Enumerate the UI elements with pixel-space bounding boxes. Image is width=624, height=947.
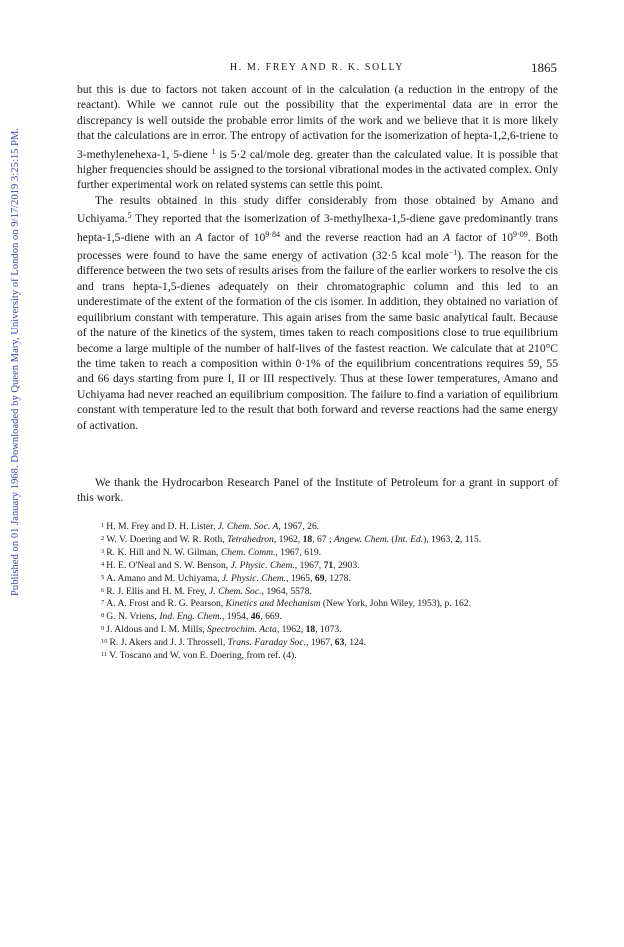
reference-text: A. Amano and M. Uchiyama,	[106, 572, 222, 584]
reference-number: 5	[101, 573, 105, 581]
reference-text: J. Aldous and I. M. Mills,	[106, 624, 207, 636]
text-run: factor of 10	[202, 230, 266, 244]
reference-text: R. J. Ellis and H. M. Frey,	[106, 585, 210, 597]
reference-text: ), 1963,	[423, 533, 456, 545]
reference-text: V. Toscano and W. von E. Doering, from ref. (4).	[109, 650, 297, 662]
reference-text: J. Physic. Chem.	[230, 559, 295, 571]
reference-item	[101, 636, 571, 649]
reference-text: J. Physic. Chem.	[221, 572, 287, 584]
reference-text: , 115.	[459, 533, 482, 545]
reference-item	[101, 572, 571, 585]
reference-number: 3	[101, 547, 105, 555]
exponent: 9·09	[513, 229, 528, 239]
download-watermark	[0, 0, 20, 947]
reference-text: , 1962,	[276, 624, 306, 636]
text-run: . Both processes were found to have the same energy of activation (32·5 kcal mole	[77, 230, 558, 263]
reference-text: , 1967, 619.	[275, 546, 322, 558]
text-run: They reported that the isomerization of 3-methylhexa-1,5-diene gave predominantly trans hepta-1,5-diene with an	[77, 212, 558, 244]
reference-number: 10	[101, 638, 108, 646]
reference-text: , 1962,	[273, 533, 303, 545]
reference-number: 8	[101, 612, 105, 620]
citation-5: 5	[127, 211, 132, 221]
exponent: −1	[448, 248, 458, 258]
reference-text: G. N. Vriens,	[106, 611, 160, 623]
reference-text: , 2903.	[333, 559, 360, 571]
reference-item	[101, 610, 571, 623]
reference-item	[101, 585, 571, 598]
a-factor-symbol: A	[443, 230, 451, 244]
reference-text: J. Chem. Soc. A	[217, 521, 279, 532]
reference-item	[101, 623, 571, 636]
reference-text: (	[389, 533, 395, 545]
reference-text: Kinetics and Mechanism	[225, 598, 321, 610]
reference-text: , 124.	[344, 637, 366, 649]
reference-item	[101, 520, 571, 533]
running-head: H. M. FREY AND R. K. SOLLY	[229, 62, 405, 73]
text-run: ). The reason for the difference between the two sets of results arises from the failure of the earlier workers to resolve the cis and trans hepta-1,5-dienes adequately on their chromatographic column and this led to an underestimate of the extent of the formation of the cis isomer. In addition, they obtained no variation of equilibrium constant with temperature. This again arises from the same basic analytical fault. Because of the nature of the kinetics of the system, times taken to reach compositions close to true equilibrium become a large multiple of the number of half-lives of the fastest reaction. We calculate that at 210°C the time taken to reach a composition within 0·1% of the equilibrium concentrations requires 59, 55 and 66 days starting from pure I, II or III respectively. Thus at these lower temperatures, Amano and Uchiyama had never reached an equilibrium composition. The failure to find a variation of equilibrium constant with temperature led to the result that both forward and reverse reactions had the same energy of activation.	[77, 249, 559, 432]
reference-text: Int. Ed.	[394, 533, 424, 545]
exponent: 9·84	[265, 229, 280, 239]
reference-text: 46	[250, 611, 261, 623]
reference-text: W. V. Doering and W. R. Roth,	[106, 533, 228, 545]
reference-text: Spectrochim. Acta	[207, 624, 277, 636]
reference-text: H. M. Frey and D. H. Lister,	[106, 521, 218, 532]
reference-text: J. Chem. Soc.	[209, 585, 262, 597]
reference-text: H. E. O'Neal and S. W. Benson,	[106, 559, 231, 571]
reference-item	[101, 597, 571, 610]
acknowledgement: We thank the Hydrocarbon Research Panel of the Institute of Petroleum for a grant in support of this work.	[77, 476, 558, 505]
reference-text: Tetrahedron	[227, 533, 274, 545]
reference-list	[101, 520, 571, 662]
text-run: and the reverse reaction had an	[280, 230, 444, 244]
reference-text: Ind. Eng. Chem.	[159, 611, 222, 623]
article-body	[77, 82, 558, 433]
citation-1: 1	[211, 146, 216, 156]
paragraph-2	[77, 193, 558, 433]
reference-number: 4	[101, 560, 105, 568]
reference-text: R. J. Akers and J. J. Throssell,	[109, 637, 228, 649]
reference-item	[101, 559, 571, 572]
text-run: is 5·2 cal/mole deg. greater than the calculated value. It is possible that higher frequencies should be assigned to the torsional vibrational modes in the activated complex. Only further experimental work on related systems can settle this point.	[77, 147, 559, 192]
reference-text: , 1967,	[306, 637, 335, 649]
reference-number: 9	[101, 625, 105, 633]
reference-number: 2	[101, 534, 105, 542]
reference-item	[101, 546, 571, 559]
reference-text: , 67 ;	[312, 533, 335, 545]
reference-text: , 669.	[260, 611, 282, 623]
page-header	[77, 60, 557, 76]
reference-text: 18	[305, 624, 316, 636]
reference-text: , 1967, 26.	[278, 521, 320, 532]
reference-number: 6	[101, 586, 105, 594]
reference-number: 7	[101, 599, 105, 607]
reference-text: 71	[323, 559, 334, 571]
text-run: factor of 10	[450, 230, 514, 244]
reference-text: R. K. Hill and N. W. Gilman,	[106, 546, 221, 558]
reference-number: 11	[101, 651, 108, 659]
reference-text: 2	[455, 533, 460, 545]
reference-item	[101, 533, 571, 546]
reference-item	[101, 649, 571, 662]
reference-text: , 1954,	[221, 611, 251, 623]
reference-text: 18	[302, 533, 313, 545]
download-notice: Published on 01 January 1968. Downloaded by Queen Mary, University of London on 9/17/2019 3:25:15 PM.	[10, 127, 21, 596]
reference-text: 69	[314, 572, 325, 584]
reference-text: A. A. Frost and R. G. Pearson,	[106, 598, 226, 610]
reference-text: , 1967,	[294, 559, 324, 571]
paragraph-1	[77, 82, 558, 193]
reference-text: Trans. Faraday Soc.	[227, 637, 307, 649]
reference-text: , 1965,	[286, 572, 315, 584]
text-run: The results obtained in this study differ considerably from those obtained by Amano and Uchiyama.	[77, 193, 558, 226]
reference-text: , 1964, 5578.	[261, 585, 312, 597]
a-factor-symbol: A	[195, 230, 203, 244]
reference-text: , 1278.	[324, 572, 351, 584]
reference-number: 1	[101, 522, 105, 529]
reference-text: Chem. Comm.	[220, 546, 276, 558]
page-number: 1865	[531, 60, 557, 75]
reference-text: 63	[334, 637, 345, 649]
reference-text: , 1073.	[315, 624, 342, 636]
reference-text: (New York, John Wiley, 1953), p. 162.	[320, 598, 471, 610]
reference-text: Angew. Chem.	[334, 533, 390, 545]
text-run: but this is due to factors not taken account of in the calculation (a reduction in the entropy of the reactant). While we cannot rule out the possibility that the experimental data are in error the discrepancy is well outside the probable error limits of the work and we believe that it is more likely that the calculations are in error. The entropy of activation for the isomerization of hepta-1,2,6-triene to 3-methylenehexa-1, 5-diene	[77, 83, 558, 161]
